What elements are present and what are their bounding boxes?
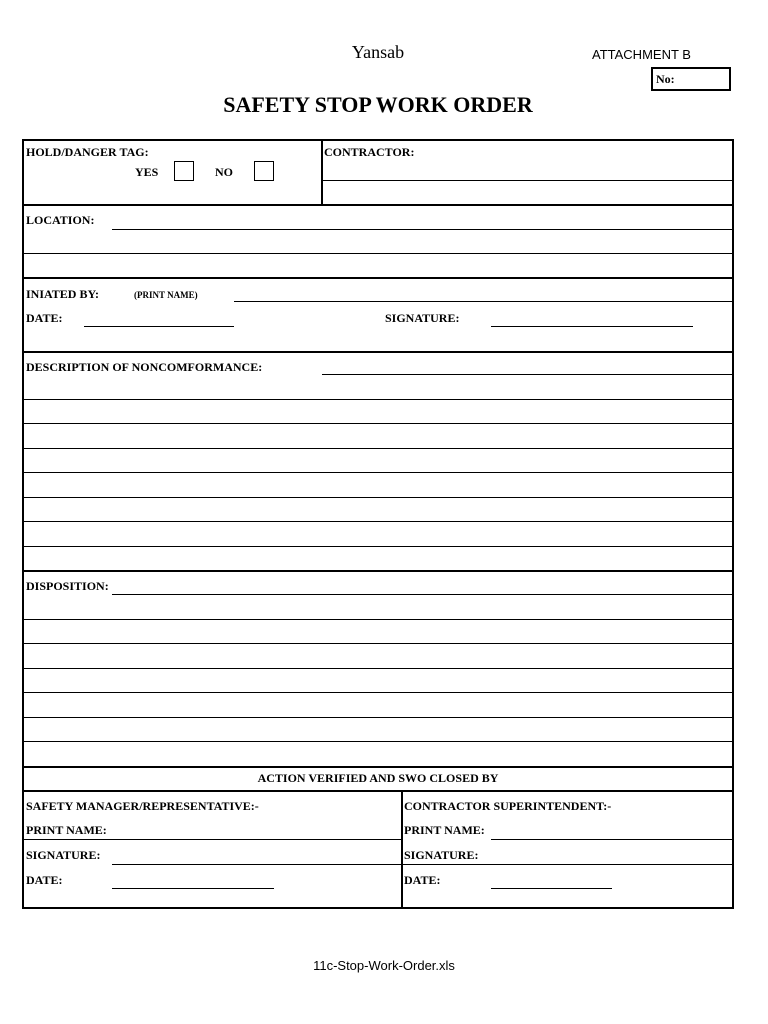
- description-line[interactable]: [24, 521, 732, 522]
- disposition-line[interactable]: [24, 643, 732, 644]
- description-line[interactable]: [24, 472, 732, 473]
- yes-checkbox[interactable]: [174, 161, 194, 181]
- cs-date-label: DATE:: [404, 873, 441, 887]
- date-label: DATE:: [26, 311, 63, 325]
- signature-divider: [401, 790, 403, 909]
- number-field[interactable]: [651, 67, 731, 91]
- location-line[interactable]: [24, 253, 732, 254]
- description-line[interactable]: [24, 448, 732, 449]
- disposition-label: DISPOSITION:: [26, 579, 109, 593]
- disposition-line[interactable]: [24, 668, 732, 669]
- disposition-field[interactable]: [112, 594, 732, 595]
- sm-date-field[interactable]: [112, 888, 274, 889]
- safety-manager-heading: SAFETY MANAGER/REPRESENTATIVE:-: [26, 799, 259, 813]
- sm-signature-label: SIGNATURE:: [26, 848, 101, 862]
- contractor-label: CONTRACTOR:: [324, 145, 415, 159]
- description-field[interactable]: [322, 374, 732, 375]
- form-title: SAFETY STOP WORK ORDER: [223, 92, 533, 117]
- initiated-label: INIATED BY:: [26, 287, 100, 301]
- signature-field[interactable]: [491, 326, 693, 327]
- initiated-field[interactable]: [234, 301, 732, 302]
- location-label: LOCATION:: [26, 213, 95, 227]
- hold-tag-label: HOLD/DANGER TAG:: [26, 145, 149, 159]
- sm-signature-field[interactable]: [112, 864, 401, 865]
- section-border: [24, 204, 732, 206]
- file-name: 11c-Stop-Work-Order.xls: [313, 958, 455, 973]
- contractor-field[interactable]: [323, 180, 732, 181]
- description-line[interactable]: [24, 423, 732, 424]
- section-border: [24, 766, 732, 768]
- sm-print-name-label: PRINT NAME:: [26, 823, 107, 837]
- attachment-label: ATTACHMENT B: [592, 47, 691, 62]
- description-line[interactable]: [24, 399, 732, 400]
- cs-date-field[interactable]: [491, 888, 612, 889]
- date-field[interactable]: [84, 326, 234, 327]
- section-divider: [321, 141, 323, 204]
- cs-signature-field[interactable]: [403, 864, 732, 865]
- signature-label: SIGNATURE:: [385, 311, 460, 325]
- section-border: [24, 351, 732, 353]
- disposition-line[interactable]: [24, 741, 732, 742]
- section-border: [24, 570, 732, 572]
- description-line[interactable]: [24, 546, 732, 547]
- company-name: Yansab: [351, 42, 405, 62]
- disposition-line[interactable]: [24, 619, 732, 620]
- number-label: No:: [656, 72, 675, 86]
- disposition-line[interactable]: [24, 717, 732, 718]
- no-label: NO: [215, 165, 233, 179]
- contractor-superintendent-heading: CONTRACTOR SUPERINTENDENT:-: [404, 799, 612, 813]
- description-label: DESCRIPTION OF NONCOMFORMANCE:: [26, 360, 263, 374]
- no-checkbox[interactable]: [254, 161, 274, 181]
- cs-print-name-field[interactable]: [491, 839, 732, 840]
- sm-print-name-field[interactable]: [24, 839, 401, 840]
- section-border: [24, 277, 732, 279]
- print-name-hint: (PRINT NAME): [134, 290, 198, 300]
- section-border: [24, 790, 732, 792]
- description-line[interactable]: [24, 497, 732, 498]
- sm-date-label: DATE:: [26, 873, 63, 887]
- cs-signature-label: SIGNATURE:: [404, 848, 479, 862]
- disposition-line[interactable]: [24, 692, 732, 693]
- yes-label: YES: [135, 165, 159, 179]
- closed-by-header: ACTION VERIFIED AND SWO CLOSED BY: [257, 771, 499, 785]
- cs-print-name-label: PRINT NAME:: [404, 823, 485, 837]
- location-field[interactable]: [112, 229, 732, 230]
- stop-work-form: [22, 139, 734, 909]
